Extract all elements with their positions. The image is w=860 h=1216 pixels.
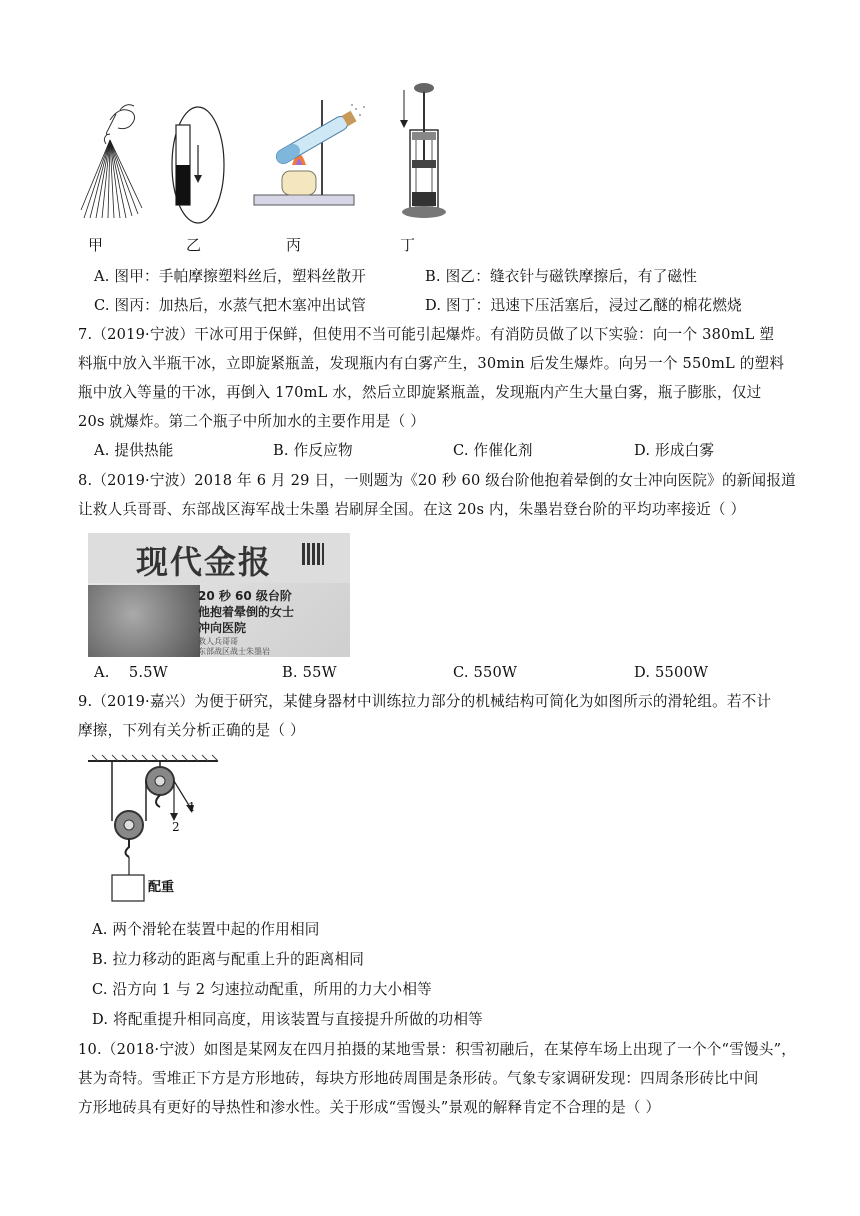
figure-label-yi: 乙 [186,236,202,254]
q9-option-b: B. 拉力移动的距离与配重上升的距离相同 [92,951,365,968]
q8-option-b: B. 55W [282,664,337,681]
q7-option-a: A. 提供热能 [94,442,174,459]
q6-option-c: C. 图丙：加热后，水蒸气把木塞冲出试管 [94,297,367,314]
test-tube-heating-figure [252,95,367,210]
newspaper-headline: 冲向医院 [198,621,247,635]
newspaper-masthead: 现代金报 [136,543,273,581]
newspaper-clipping-image [88,533,350,657]
pulley-direction-label: 2 [172,820,180,834]
figure-label-jia: 甲 [88,236,104,254]
newspaper-headline: 20 秒 60 级台阶 [198,589,292,603]
q6-option-a: A. 图甲：手帕摩擦塑料丝后，塑料丝散开 [94,268,366,285]
counterweight-label: 配重 [148,880,175,895]
q8-stem-line: 让救人兵哥哥、东部战区海军战士朱墨 岩刷屏全国。在这 20s 内，朱墨岩登台阶的平均功率接近（ ） [78,501,746,518]
q10-stem-line: 方形地砖具有更好的导热性和渗水性。关于形成“雪馒头”景观的解释肯定不合理的是（ ） [78,1099,661,1116]
q8-option-a: A. 5.5W [94,664,168,681]
q10-stem-line: 甚为奇特。雪堆正下方是方形地砖，每块方形地砖周围是条形砖。气象专家调研发现：四周条形砖比中间 [78,1070,759,1087]
figure-label-ding: 丁 [400,236,416,254]
q8-option-c: C. 550W [453,664,518,681]
newspaper-headline: 他抱着晕倒的女士 [198,605,295,619]
q6-option-d: D. 图丁：迅速下压活塞后，浸过乙醚的棉花燃烧 [425,297,742,314]
magnet-needle-figure [170,105,230,225]
q8-stem-line: 8.（2019·宁波）2018 年 6 月 29 日，一则题为《20 秒 60 级台阶他抱着晕倒的女士冲向医院》的新闻报道 [78,472,796,489]
figure-label-bing: 丙 [286,236,302,254]
q10-stem-line: 10.（2018·宁波）如图是某网友在四月拍摄的某地雪景：积雪初融后，在某停车场上出现了一个个“雪馒头”， [78,1041,797,1058]
newspaper-small-text: 救人兵哥哥 [198,637,238,646]
q7-option-c: C. 作催化剂 [453,442,533,459]
q7-option-d: D. 形成白雾 [634,442,715,459]
q9-stem-line: 摩擦，下列有关分析正确的是（ ） [78,722,305,739]
hand-plastic-strands-figure [80,100,150,220]
q7-stem-line: 20s 就爆炸。第二个瓶子中所加水的主要作用是（ ） [78,413,426,430]
piston-cylinder-figure [396,80,456,225]
pulley-direction-label: 1 [188,800,196,814]
q9-option-a: A. 两个滑轮在装置中起的作用相同 [92,921,320,938]
newspaper-small-text: 东部战区战士朱墨岩 [198,647,270,656]
q7-stem-line: 料瓶中放入半瓶干冰，立即旋紧瓶盖，发现瓶内有白雾产生，30min 后发生爆炸。向另一个 550mL 的塑料 [78,355,785,372]
qr-code-icon [302,543,324,565]
q7-stem-line: 瓶中放入等量的干冰，再倒入 170mL 水，然后立即旋紧瓶盖，发现瓶内产生大量白雾，瓶子膨胀，仅过 [78,384,762,401]
q8-option-d: D. 5500W [634,664,709,681]
q7-option-b: B. 作反应物 [273,442,353,459]
q9-option-c: C. 沿方向 1 与 2 匀速拉动配重，所用的力大小相等 [92,981,432,998]
q9-option-d: D. 将配重提升相同高度，用该装置与直接提升所做的功相等 [92,1011,483,1028]
q7-stem-line: 7.（2019·宁波）干冰可用于保鲜，但使用不当可能引起爆炸。有消防员做了以下实验：向一个 380mL 塑 [78,326,775,343]
q9-stem-line: 9.（2019·嘉兴）为便于研究，某健身器材中训练拉力部分的机械结构可简化为如图所示的滑轮组。若不计 [78,693,772,710]
q6-option-b: B. 图乙：缝衣针与磁铁摩擦后，有了磁性 [425,268,698,285]
